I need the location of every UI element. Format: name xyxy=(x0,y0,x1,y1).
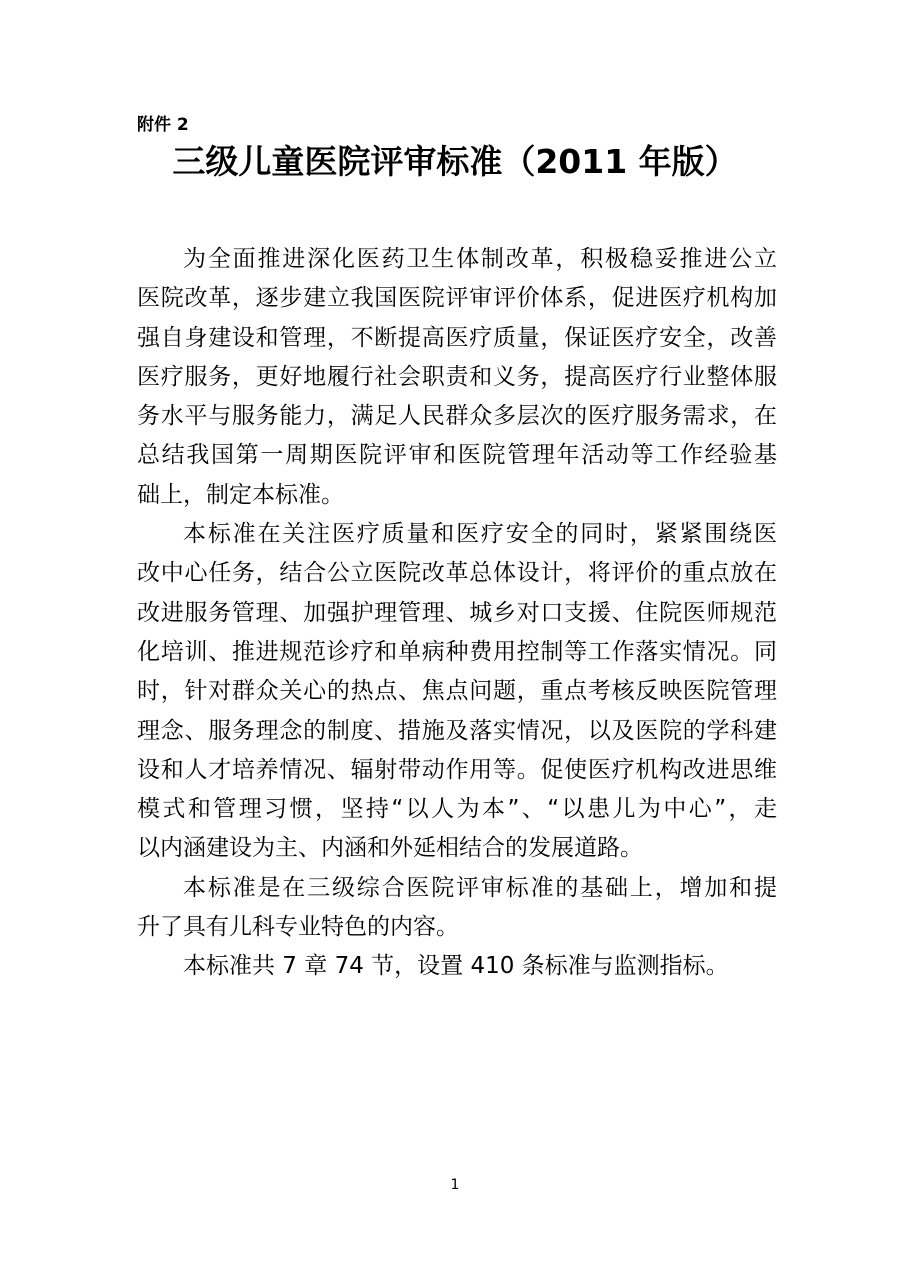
paragraph-line: 础上，制定本标准。 xyxy=(137,481,344,508)
paragraph-line: 本标准是在三级综合医院评审标准的基础上，增加和提 xyxy=(183,874,777,901)
paragraph-line: 总结我国第一周期医院评审和医院管理年活动等工作经验基 xyxy=(137,442,777,469)
paragraph-line: 以内涵建设为主、内涵和外延相结合的发展道路。 xyxy=(137,835,643,862)
paragraph-line: 改进服务管理、加强护理管理、城乡对口支援、住院医师规范 xyxy=(137,599,777,626)
paragraph-1 xyxy=(137,240,777,515)
paragraph-line: 理念、服务理念的制度、措施及落实情况，以及医院的学科建 xyxy=(137,717,777,744)
page-number: 1 xyxy=(450,1177,460,1193)
paragraph-line: 化培训、推进规范诊疗和单病种费用控制等工作落实情况。同 xyxy=(137,638,777,665)
paragraph-line: 务水平与服务能力，满足人民群众多层次的医疗服务需求，在 xyxy=(137,403,777,430)
document-body xyxy=(137,240,777,987)
paragraph-line: 医院改革，逐步建立我国医院评审评价体系，促进医疗机构加 xyxy=(137,285,777,312)
attachment-label: 附件 2 xyxy=(137,115,189,135)
paragraph-line: 设和人才培养情况、辐射带动作用等。促使医疗机构改进思维 xyxy=(137,756,777,783)
paragraph-line: 医疗服务，更好地履行社会职责和义务，提高医疗行业整体服 xyxy=(137,363,777,390)
document-title: 三级儿童医院评审标准（2011 年版） xyxy=(172,142,738,181)
paragraph-line: 强自身建设和管理，不断提高医疗质量，保证医疗安全，改善 xyxy=(137,324,777,351)
paragraph-3 xyxy=(137,869,777,948)
paragraph-line: 时，针对群众关心的热点、焦点问题，重点考核反映医院管理 xyxy=(137,678,777,705)
paragraph-line: 为全面推进深化医药卫生体制改革，积极稳妥推进公立 xyxy=(183,246,777,272)
paragraph-line: 升了具有儿科专业特色的内容。 xyxy=(137,914,459,941)
paragraph-line: 改中心任务，结合公立医院改革总体设计，将评价的重点放在 xyxy=(137,560,777,587)
paragraph-line: 本标准在关注医疗质量和医疗安全的同时，紧紧围绕医 xyxy=(183,521,777,548)
paragraph-line: 模式和管理习惯，坚持“以人为本”、“以患儿为中心”，走 xyxy=(137,796,777,823)
paragraph-line: 本标准共 7 章 74 节，设置 410 条标准与监测指标。 xyxy=(183,953,729,980)
paragraph-2 xyxy=(137,515,777,869)
paragraph-4 xyxy=(137,947,777,986)
